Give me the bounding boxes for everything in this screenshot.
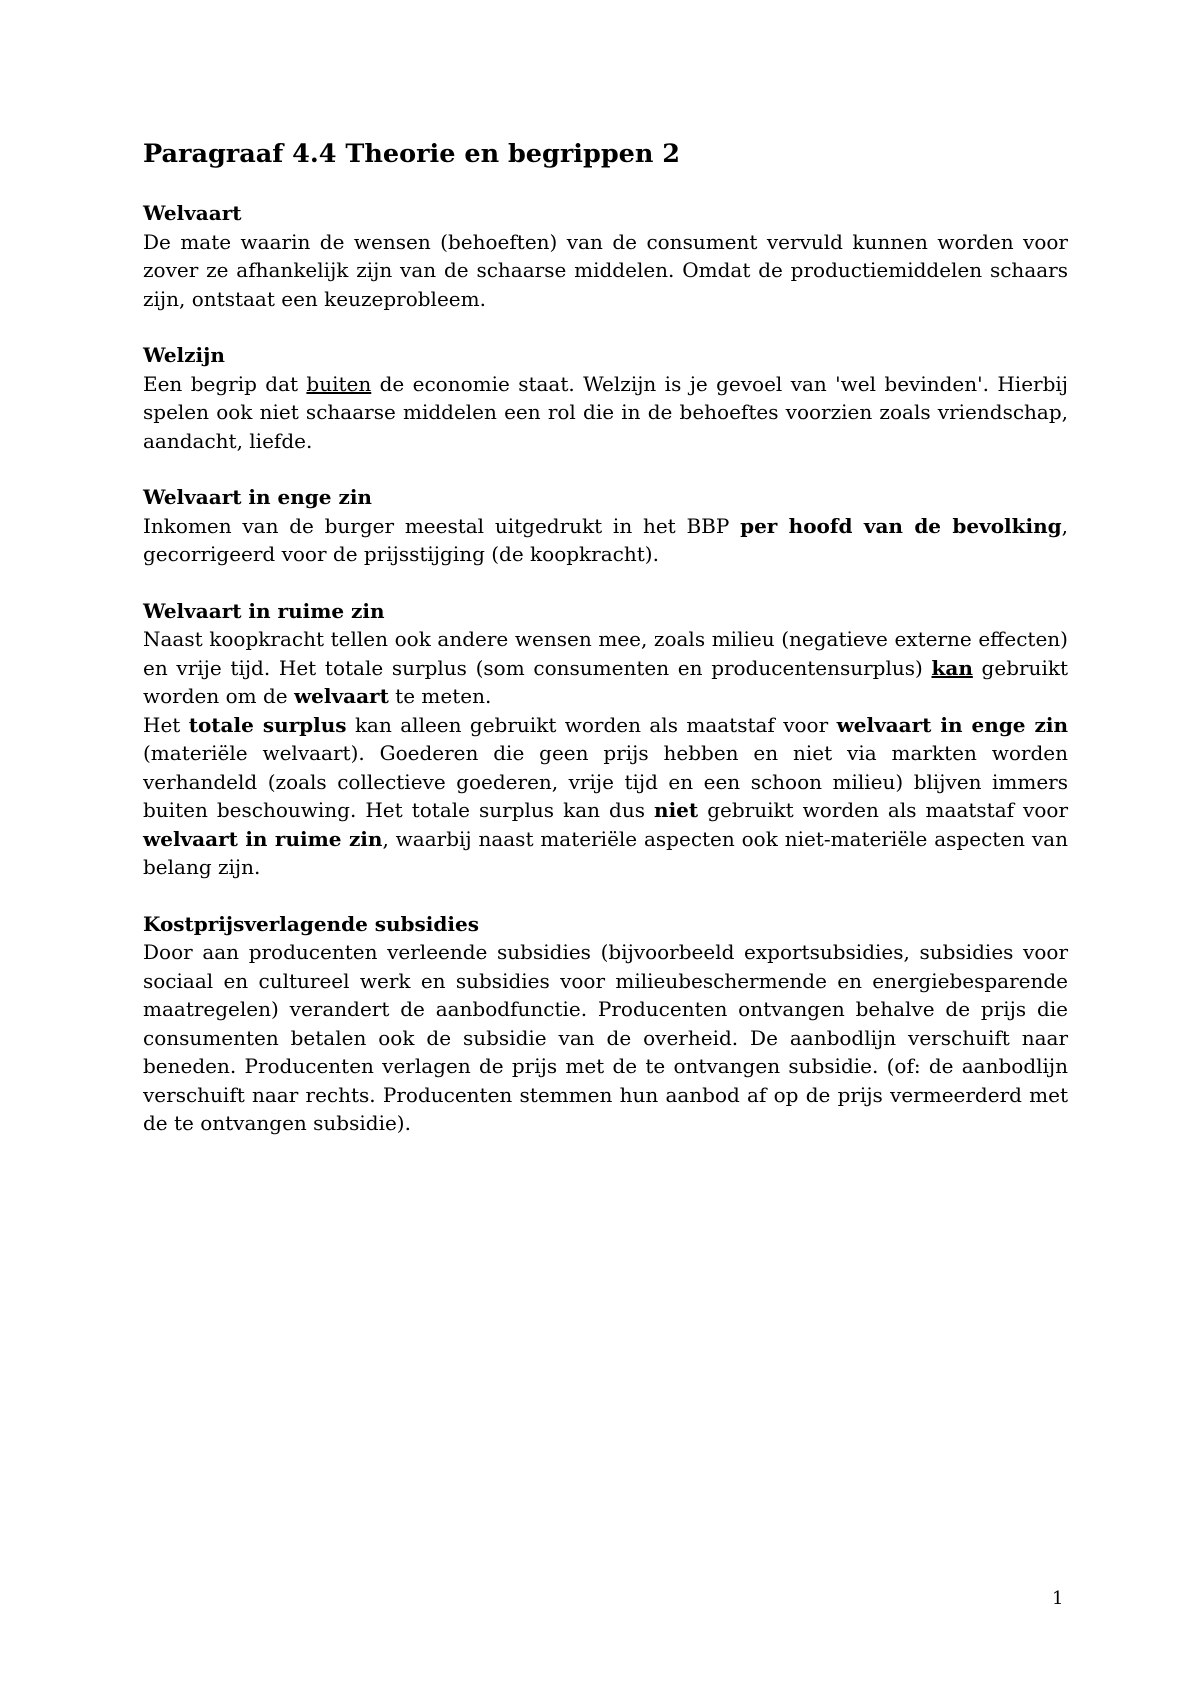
section <box>143 483 1068 569</box>
section-heading: Welvaart in enge zin <box>143 485 372 510</box>
paragraph <box>143 625 1068 711</box>
text-run: Naast koopkracht tellen ook andere wensen mee, zoals milieu (negatieve externe effecten) en vrije tijd. Het totale surplus (som consumenten en producentensurplus) <box>143 627 1068 680</box>
text-run: , waarbij naast materiële aspecten ook niet-materiële aspecten van belang zijn. <box>143 826 1068 880</box>
text-run: de economie staat. Welzijn is je gevoel van 'wel bevinden'. Hierbij spelen ook niet schaarse middelen een rol die in de behoeftes voorzien zoals vriendschap, aandacht, liefde. <box>143 371 1068 453</box>
page-title: Paragraaf 4.4 Theorie en begrippen 2 <box>143 139 681 169</box>
section <box>143 341 1068 455</box>
text-run: Een begrip dat <box>143 371 307 396</box>
section <box>143 199 1068 313</box>
text-run: (materiële welvaart). Goederen die geen prijs hebben en niet via markten worden verhandeld (zoals collectieve goederen, vrije tijd en een schoon milieu) blijven immers buiten beschouwing. Het totale surplus kan dus <box>143 741 1068 823</box>
paragraph <box>143 512 1068 569</box>
section-heading: Kostprijsverlagende subsidies <box>143 911 479 936</box>
paragraph <box>143 711 1068 882</box>
text-run: kan alleen gebruikt worden als maatstaf voor <box>346 712 837 737</box>
section <box>143 597 1068 882</box>
text-run: Inkomen van de burger meestal uitgedrukt in het BBP <box>143 513 741 538</box>
bold-text: welvaart in enge zin <box>836 712 1069 737</box>
bold-text: welvaart <box>293 684 389 709</box>
paragraph <box>143 370 1068 456</box>
sections-container <box>143 199 1068 1138</box>
bold-text: welvaart in ruime zin <box>143 826 383 851</box>
underlined-text: buiten <box>306 371 372 396</box>
text-run: De mate waarin de wensen (behoeften) van de consument vervuld kunnen worden voor zover ze afhankelijk zijn van de schaarse middelen. Omdat de productiemiddelen schaars zijn, ontstaat een keuzeprobleem. <box>143 229 1068 311</box>
text-run: Het <box>143 712 189 737</box>
text-run: , gecorrigeerd voor de prijsstijging (de koopkracht). <box>143 513 1068 567</box>
bold-text: totale surplus <box>188 712 347 737</box>
text-run: te meten. <box>388 684 492 709</box>
text-run: gebruikt worden als maatstaf voor <box>698 798 1068 823</box>
bold-text: per hoofd van de bevolking <box>740 513 1062 538</box>
bold-underlined-text: kan <box>931 655 973 680</box>
section-heading: Welvaart in ruime zin <box>143 598 385 623</box>
document-page <box>143 138 1068 1166</box>
section-heading: Welvaart <box>143 201 242 226</box>
text-run: gebruikt worden om de <box>143 655 1068 709</box>
bold-text: niet <box>654 798 699 823</box>
section <box>143 910 1068 1138</box>
page-number: 1 <box>1052 1588 1064 1609</box>
paragraph <box>143 228 1068 314</box>
text-run: Door aan producenten verleende subsidies (bijvoorbeeld exportsubsidies, subsidies voor sociaal en cultureel werk en subsidies voor milieubeschermende en energiebesparende maatregelen) verandert de aanbodfunctie. Producenten ontvangen behalve de prijs die consumenten betalen ook de subsidie van de overheid. De aanbodlijn verschuift naar beneden. Producenten verlagen de prijs met de te ontvangen subsidie. (of: de aanbodlijn verschuift naar rechts. Producenten stemmen hun aanbod af op de prijs vermeerderd met de te ontvangen subsidie). <box>143 940 1068 1136</box>
paragraph <box>143 938 1068 1138</box>
section-heading: Welzijn <box>143 343 225 368</box>
